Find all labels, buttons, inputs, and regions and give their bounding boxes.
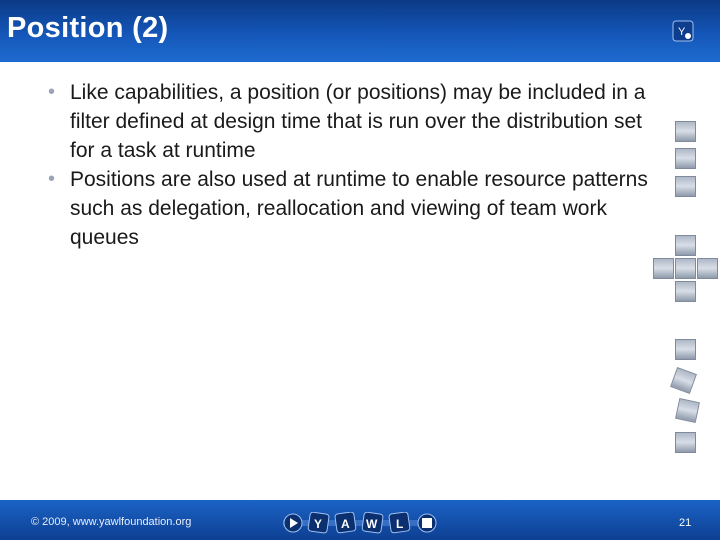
- nav-letter-w: [362, 512, 383, 533]
- nav-letter-y-label: Y: [314, 517, 323, 531]
- deco-tile: [675, 176, 696, 197]
- nav-letter-l: [389, 512, 410, 533]
- nav-letter-y: [308, 512, 329, 533]
- deco-tile: [675, 398, 700, 423]
- yawl-logo-icon: [672, 20, 694, 42]
- deco-tile: [675, 235, 696, 256]
- yawl-nav-bar: [283, 512, 443, 532]
- nav-strip: [283, 512, 443, 536]
- deco-tile: [675, 339, 696, 360]
- deco-tile: [670, 367, 697, 394]
- deco-tile: [675, 121, 696, 142]
- bullet-text: Positions are also used at runtime to enable resource patterns such as delegation, reallocation and viewing of team work queues: [70, 168, 648, 249]
- slide-header: [0, 0, 720, 62]
- nav-letter-a: [335, 512, 356, 533]
- deco-tile: [675, 432, 696, 453]
- nav-letter-l-label: L: [396, 517, 404, 531]
- bullet-item: [48, 78, 668, 165]
- bullet-marker: •: [48, 81, 56, 103]
- page-number: 21: [679, 517, 692, 529]
- svg-text:Y: Y: [678, 26, 686, 38]
- deco-tile: [653, 258, 674, 279]
- deco-tile: [697, 258, 718, 279]
- deco-tile: [675, 148, 696, 169]
- bullet-list: [48, 78, 668, 252]
- stop-icon[interactable]: [418, 514, 436, 532]
- slide-title: Position (2): [7, 12, 169, 44]
- bullet-item: [48, 165, 668, 252]
- bullet-marker: •: [48, 168, 56, 190]
- deco-tile: [675, 281, 696, 302]
- play-icon[interactable]: [284, 514, 302, 532]
- slide-footer: [0, 500, 720, 540]
- bullet-text: Like capabilities, a position (or positions) may be included in a filter defined at design time that is run over the distribution set for a task at runtime: [70, 81, 646, 162]
- copyright-text: © 2009, www.yawlfoundation.org: [31, 516, 192, 528]
- nav-letter-w-label: W: [366, 517, 378, 531]
- nav-letter-a-label: A: [341, 517, 350, 531]
- deco-tile: [675, 258, 696, 279]
